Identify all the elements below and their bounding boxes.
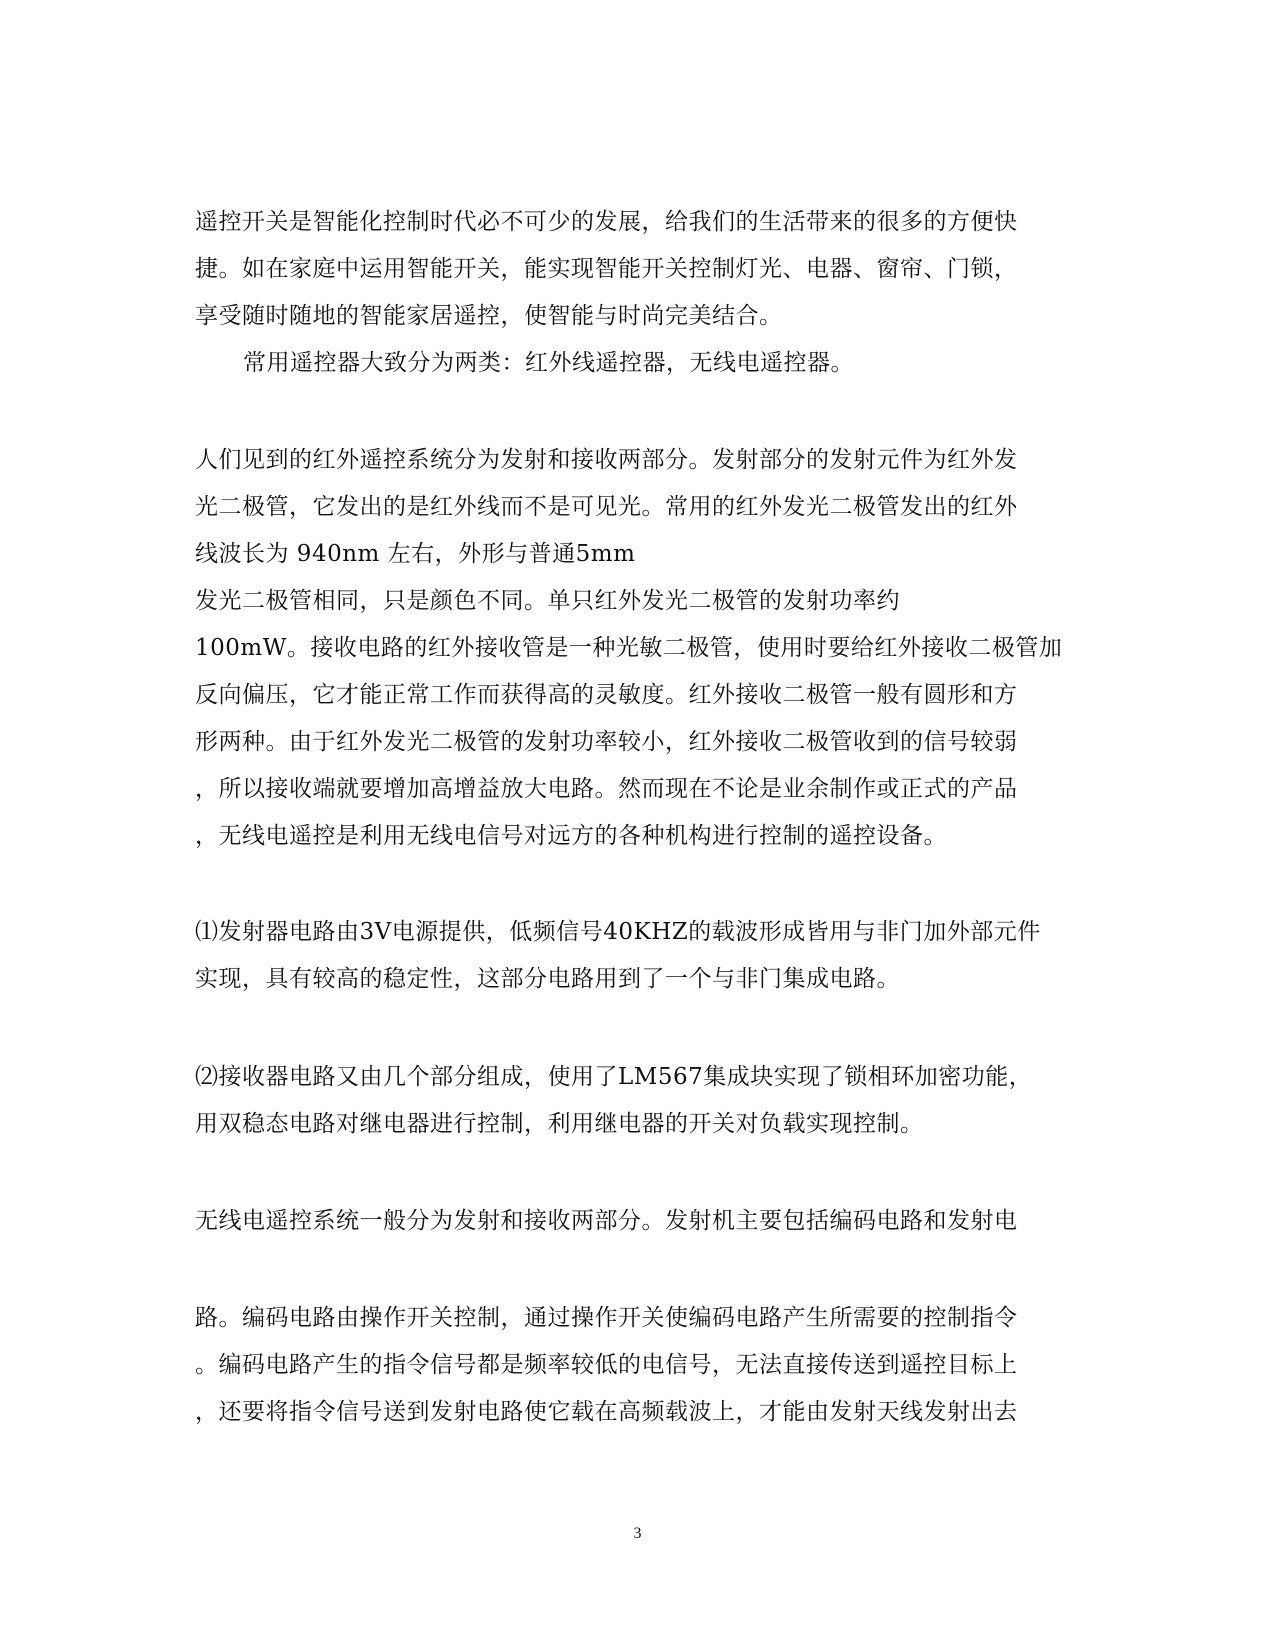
paragraph-line: ⑴发射器电路由3V电源提供，低频信号40KHZ的载波形成皆用与非门加外部元件 bbox=[195, 919, 1041, 945]
paragraph-line: ⑵接收器电路又由几个部分组成，使用了LM567集成块实现了锁相环加密功能， bbox=[195, 1064, 1033, 1090]
paragraph-line: 线波长为 940nm 左右，外形与普通5mm bbox=[195, 541, 636, 567]
paragraph-line: 实现，具有较高的稳定性，这部分电路用到了一个与非门集成电路。 bbox=[195, 966, 900, 992]
paragraph-line: ，所以接收端就要增加高增益放大电路。然而现在不论是业余制作或正式的产品 bbox=[195, 776, 1018, 802]
paragraph-line: 发光二极管相同，只是颜色不同。单只红外发光二极管的发射功率约 bbox=[195, 588, 900, 614]
paragraph-line: 用双稳态电路对继电器进行控制，利用继电器的开关对负载实现控制。 bbox=[195, 1111, 924, 1137]
paragraph-line: 享受随时随地的智能家居遥控，使智能与时尚完美结合。 bbox=[195, 303, 783, 329]
paragraph-line: ，无线电遥控是利用无线电信号对远方的各种机构进行控制的遥控设备。 bbox=[195, 823, 947, 849]
paragraph-line: 遥控开关是智能化控制时代必不可少的发展，给我们的生活带来的很多的方便快 bbox=[195, 209, 1018, 235]
paragraph-line: 反向偏压，它才能正常工作而获得高的灵敏度。红外接收二极管一般有圆形和方 bbox=[195, 682, 1018, 708]
paragraph-line: 形两种。由于红外发光二极管的发射功率较小，红外接收二极管收到的信号较弱 bbox=[195, 729, 1018, 755]
paragraph-line: 。编码电路产生的指令信号都是频率较低的电信号，无法直接传送到遥控目标上 bbox=[195, 1352, 1018, 1378]
paragraph-line: 路。编码电路由操作开关控制，通过操作开关使编码电路产生所需要的控制指令 bbox=[195, 1305, 1018, 1331]
paragraph-line: 常用遥控器大致分为两类：红外线遥控器，无线电遥控器。 bbox=[243, 350, 854, 376]
paragraph-line: 捷。如在家庭中运用智能开关，能实现智能开关控制灯光、电器、窗帘、门锁， bbox=[195, 256, 1018, 282]
page-number: 3 bbox=[633, 1525, 642, 1542]
paragraph-line: 100mW。接收电路的红外接收管是一种光敏二极管，使用时要给红外接收二极管加 bbox=[195, 635, 1063, 661]
paragraph-line: ，还要将指令信号送到发射电路使它载在高频载波上，才能由发射天线发射出去 bbox=[195, 1399, 1018, 1425]
paragraph-line: 无线电遥控系统一般分为发射和接收两部分。发射机主要包括编码电路和发射电 bbox=[195, 1208, 1018, 1234]
paragraph-line: 光二极管，它发出的是红外线而不是可见光。常用的红外发光二极管发出的红外 bbox=[195, 494, 1018, 520]
paragraph-line: 人们见到的红外遥控系统分为发射和接收两部分。发射部分的发射元件为红外发 bbox=[195, 447, 1018, 473]
